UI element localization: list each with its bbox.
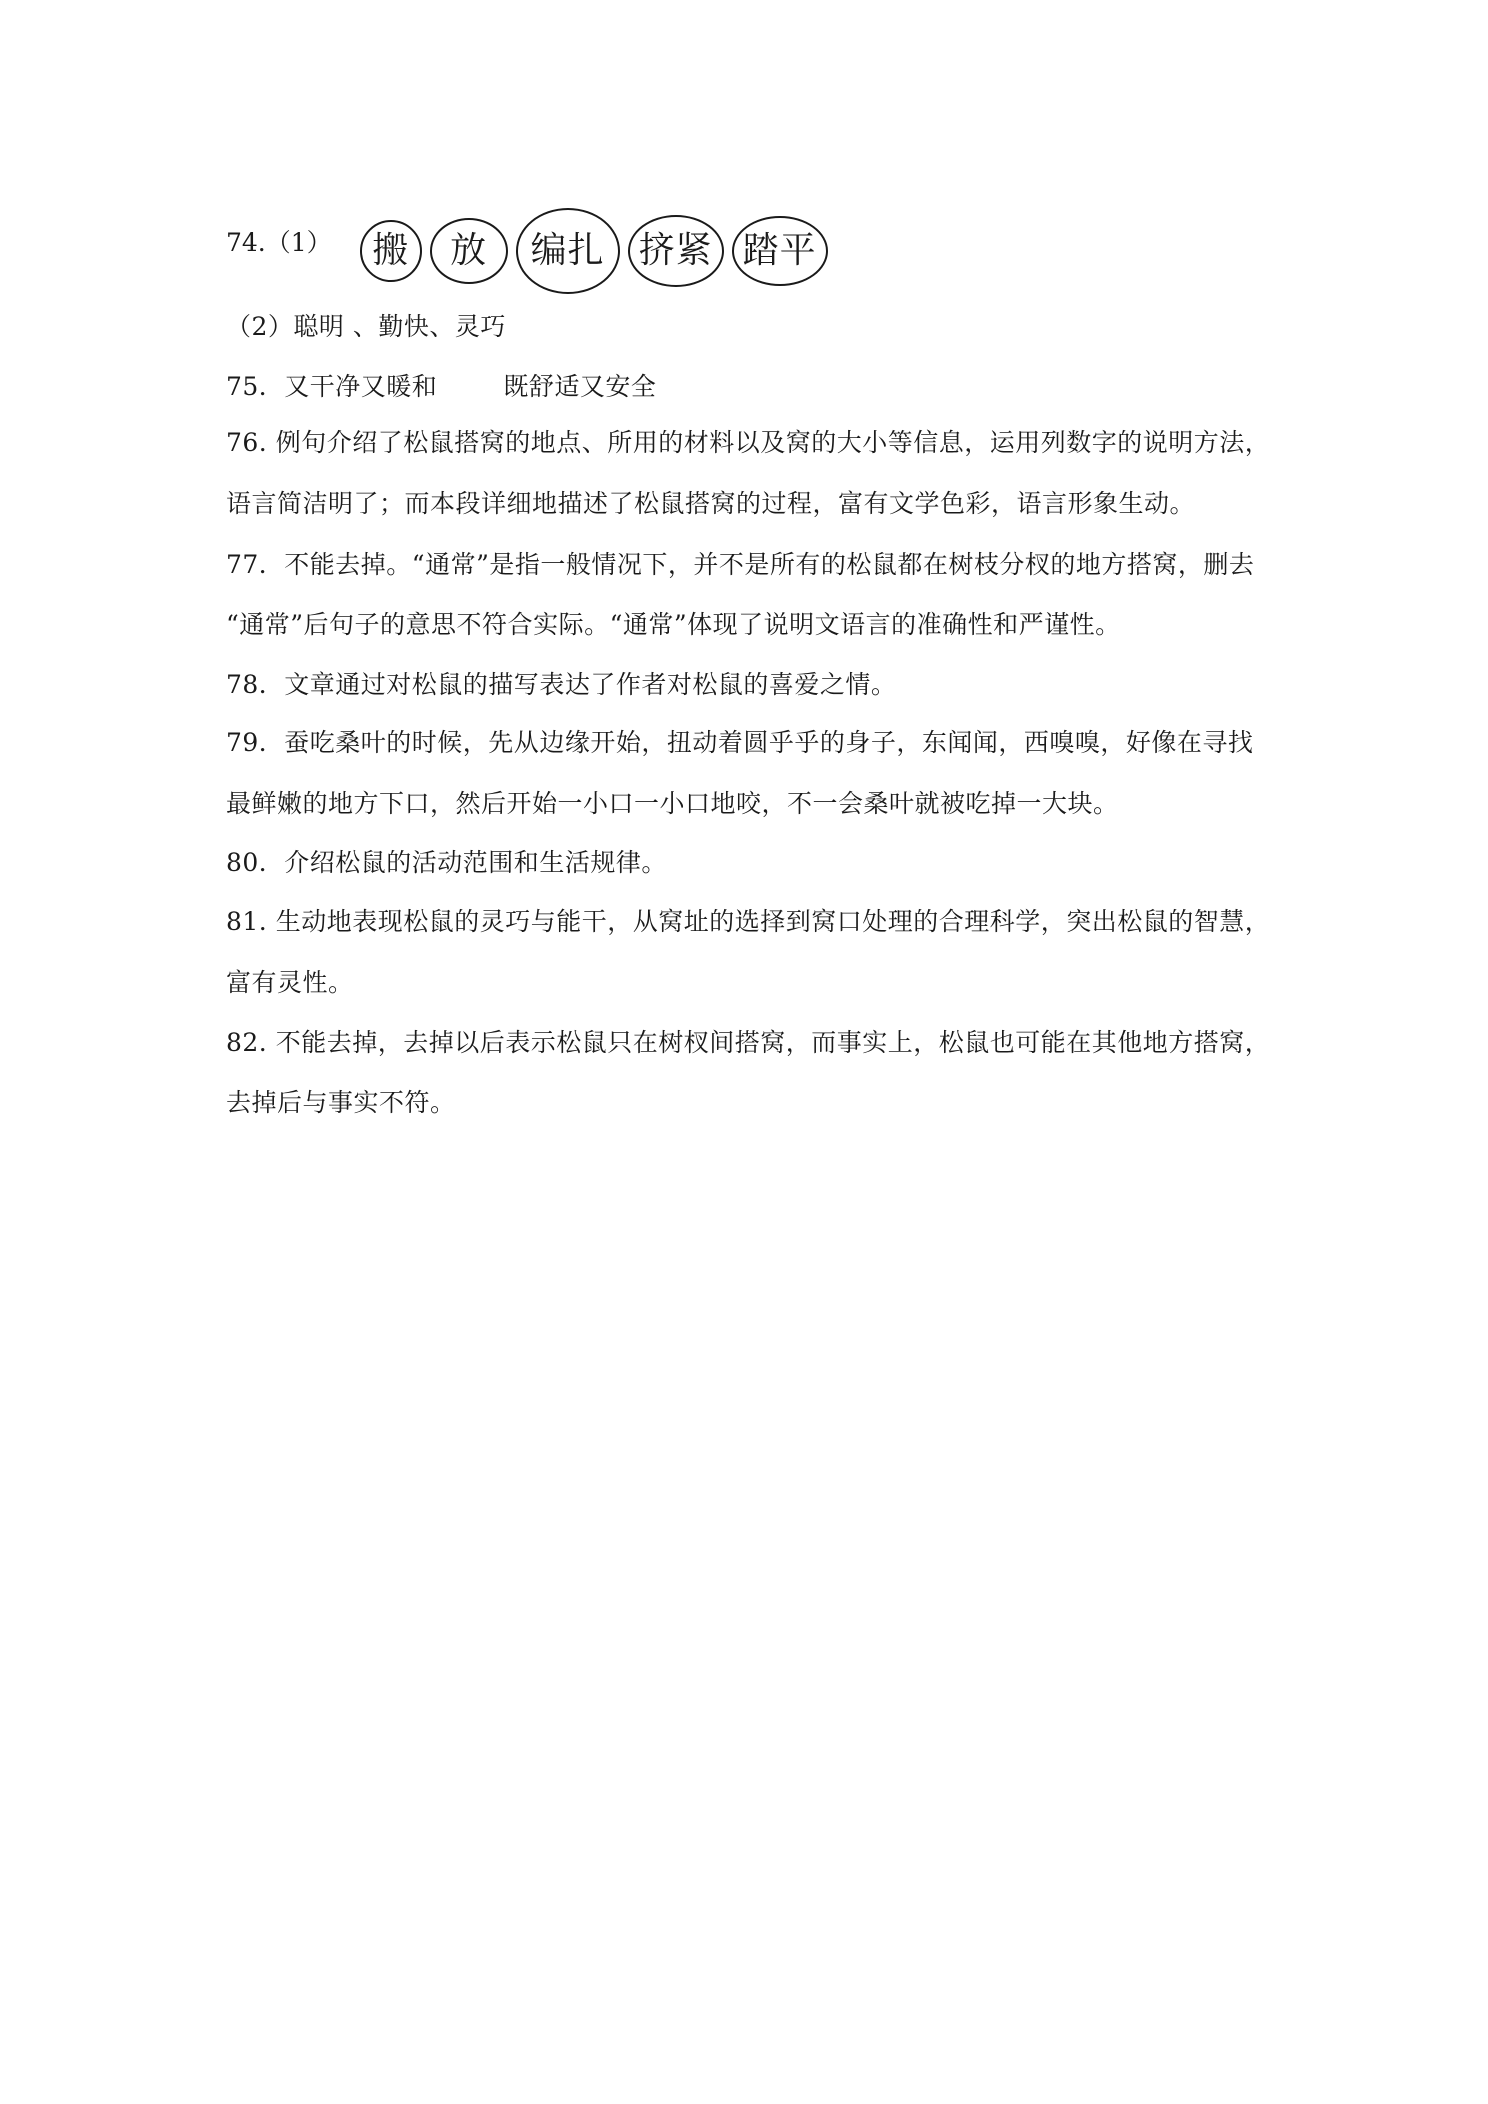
q77-line-2: “通常”后句子的意思不符合实际。“通常”体现了说明文语言的准确性和严谨性。 [226, 610, 1121, 639]
q78-answer: 78．文章通过对松鼠的描写表达了作者对松鼠的喜爱之情。 [226, 670, 897, 699]
q75-part-b: 既舒适又安全 [503, 372, 657, 401]
q74-step-ovals [360, 208, 836, 294]
q76-line-2: 语言简洁明了；而本段详细地描述了松鼠搭窝的过程，富有文学色彩，语言形象生动。 [226, 489, 1196, 518]
step-oval-5: 踏平 [732, 216, 828, 286]
step-oval-4: 挤紧 [628, 215, 724, 287]
q75-part-a: 75．又干净又暖和 [226, 372, 438, 401]
step-oval-1: 搬 [360, 220, 422, 282]
q80-answer: 80．介绍松鼠的活动范围和生活规律。 [226, 848, 667, 877]
q82-line-2: 去掉后与事实不符。 [226, 1088, 456, 1117]
q81-line-2: 富有灵性。 [226, 968, 354, 997]
q81-line-1: 81. 生动地表现松鼠的灵巧与能干，从窝址的选择到窝口处理的合理科学，突出松鼠的智慧， [226, 907, 1271, 936]
step-oval-3: 编扎 [516, 208, 620, 294]
q82-line-1: 82. 不能去掉，去掉以后表示松鼠只在树杈间搭窝，而事实上，松鼠也可能在其他地方搭窝， [226, 1028, 1271, 1057]
q79-line-2: 最鲜嫩的地方下口，然后开始一小口一小口地咬，不一会桑叶就被吃掉一大块。 [226, 789, 1119, 818]
q74-part2: （2）聪明 、勤快、灵巧 [226, 312, 506, 341]
q75-answer [226, 372, 1286, 402]
step-oval-2: 放 [430, 218, 508, 284]
q76-line-1: 76. 例句介绍了松鼠搭窝的地点、所用的材料以及窝的大小等信息，运用列数字的说明方法， [226, 428, 1271, 457]
q79-line-1: 79．蚕吃桑叶的时候，先从边缘开始，扭动着圆乎乎的身子，东闻闻，西嗅嗅，好像在寻找 [226, 728, 1254, 757]
q77-line-1: 77．不能去掉。“通常”是指一般情况下，并不是所有的松鼠都在树枝分杈的地方搭窝，删去 [226, 550, 1255, 579]
q74-label: 74.（1） [226, 228, 332, 257]
q74-part1 [226, 206, 836, 296]
